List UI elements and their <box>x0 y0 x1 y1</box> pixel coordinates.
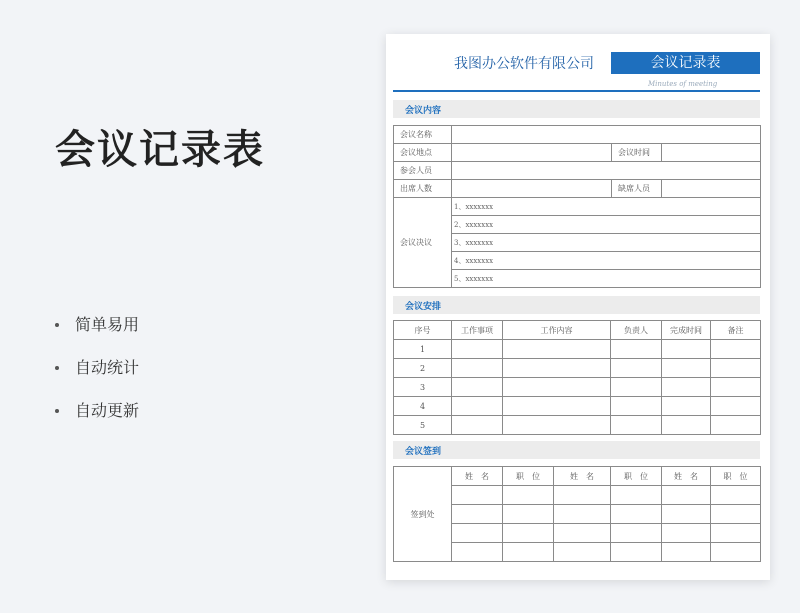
label-resolution: 会议决议 <box>394 198 452 288</box>
cell[interactable] <box>611 397 662 416</box>
col-header: 完成时间 <box>662 321 711 340</box>
cell[interactable] <box>711 543 761 562</box>
cell[interactable] <box>611 416 662 435</box>
cell[interactable] <box>503 378 611 397</box>
form-sheet <box>386 34 770 580</box>
cell[interactable] <box>452 524 503 543</box>
resolution-item[interactable]: 5、xxxxxxx <box>452 270 761 288</box>
feature-item: 简单易用 <box>55 314 139 357</box>
bullet-icon <box>55 409 59 413</box>
present-count-cell[interactable] <box>452 180 612 198</box>
cell[interactable] <box>452 397 503 416</box>
col-header: 序号 <box>394 321 452 340</box>
row-number: 1 <box>394 340 452 359</box>
col-header: 工作事项 <box>452 321 503 340</box>
promo-title: 会议记录表 <box>55 127 265 173</box>
col-header: 备注 <box>711 321 761 340</box>
feature-item: 自动更新 <box>55 400 139 443</box>
resolution-item[interactable]: 4、xxxxxxx <box>452 252 761 270</box>
cell[interactable] <box>711 486 761 505</box>
section-signin-header: 会议签到 <box>393 441 760 459</box>
cell[interactable] <box>452 505 503 524</box>
label-present-count: 出席人数 <box>394 180 452 198</box>
table-row <box>394 359 761 378</box>
cell[interactable] <box>452 378 503 397</box>
cell[interactable] <box>503 486 554 505</box>
cell[interactable] <box>711 524 761 543</box>
signin-place-label: 签到处 <box>394 467 452 562</box>
table-row <box>394 397 761 416</box>
signin-table <box>393 466 761 562</box>
sheet-title: 会议记录表 <box>611 52 760 74</box>
cell[interactable] <box>662 416 711 435</box>
schedule-table <box>393 320 761 435</box>
table-row <box>394 416 761 435</box>
cell[interactable] <box>503 543 554 562</box>
cell[interactable] <box>503 359 611 378</box>
cell[interactable] <box>711 416 761 435</box>
col-header: 职 位 <box>711 467 761 486</box>
col-header: 职 位 <box>503 467 554 486</box>
table-row <box>394 340 761 359</box>
resolution-item[interactable]: 2、xxxxxxx <box>452 216 761 234</box>
table-row <box>394 378 761 397</box>
col-header: 姓 名 <box>662 467 711 486</box>
cell[interactable] <box>711 359 761 378</box>
cell[interactable] <box>611 340 662 359</box>
cell[interactable] <box>452 340 503 359</box>
cell[interactable] <box>611 505 662 524</box>
cell[interactable] <box>611 378 662 397</box>
label-absent: 缺席人员 <box>612 180 662 198</box>
meeting-place-cell[interactable] <box>452 144 612 162</box>
cell[interactable] <box>452 359 503 378</box>
row-number: 3 <box>394 378 452 397</box>
cell[interactable] <box>711 397 761 416</box>
label-meeting-name: 会议名称 <box>394 126 452 144</box>
cell[interactable] <box>662 486 711 505</box>
sheet-subtitle: Minutes of meeting <box>648 80 718 88</box>
label-meeting-time: 会议时间 <box>612 144 662 162</box>
row-number: 2 <box>394 359 452 378</box>
absent-cell[interactable] <box>662 180 761 198</box>
cell[interactable] <box>503 340 611 359</box>
cell[interactable] <box>503 505 554 524</box>
cell[interactable] <box>711 340 761 359</box>
label-attendees: 参会人员 <box>394 162 452 180</box>
feature-list <box>55 314 139 443</box>
col-header: 负责人 <box>611 321 662 340</box>
cell[interactable] <box>503 524 554 543</box>
cell[interactable] <box>611 543 662 562</box>
cell[interactable] <box>662 378 711 397</box>
cell[interactable] <box>503 397 611 416</box>
feature-item: 自动统计 <box>55 357 139 400</box>
cell[interactable] <box>662 397 711 416</box>
header-divider <box>393 90 760 92</box>
attendees-cell[interactable] <box>452 162 761 180</box>
row-number: 5 <box>394 416 452 435</box>
content-table <box>393 125 761 288</box>
cell[interactable] <box>662 359 711 378</box>
resolution-item[interactable]: 1、xxxxxxx <box>452 198 761 216</box>
cell[interactable] <box>554 486 611 505</box>
cell[interactable] <box>711 505 761 524</box>
cell[interactable] <box>611 524 662 543</box>
meeting-time-cell[interactable] <box>662 144 761 162</box>
cell[interactable] <box>554 505 611 524</box>
section-schedule-header: 会议安排 <box>393 296 760 314</box>
cell[interactable] <box>662 340 711 359</box>
row-number: 4 <box>394 397 452 416</box>
cell[interactable] <box>662 543 711 562</box>
cell[interactable] <box>711 378 761 397</box>
col-header: 职 位 <box>611 467 662 486</box>
label-meeting-place: 会议地点 <box>394 144 452 162</box>
col-header: 工作内容 <box>503 321 611 340</box>
cell[interactable] <box>554 524 611 543</box>
meeting-name-cell[interactable] <box>452 126 761 144</box>
cell[interactable] <box>611 359 662 378</box>
col-header: 姓 名 <box>452 467 503 486</box>
cell[interactable] <box>611 486 662 505</box>
cell[interactable] <box>452 486 503 505</box>
cell[interactable] <box>452 416 503 435</box>
cell[interactable] <box>452 543 503 562</box>
resolution-item[interactable]: 3、xxxxxxx <box>452 234 761 252</box>
col-header: 姓 名 <box>554 467 611 486</box>
section-content-header: 会议内容 <box>393 100 760 118</box>
company-name: 我图办公软件有限公司 <box>454 56 594 72</box>
bullet-icon <box>55 366 59 370</box>
cell[interactable] <box>554 543 611 562</box>
cell[interactable] <box>662 505 711 524</box>
cell[interactable] <box>503 416 611 435</box>
bullet-icon <box>55 323 59 327</box>
cell[interactable] <box>662 524 711 543</box>
